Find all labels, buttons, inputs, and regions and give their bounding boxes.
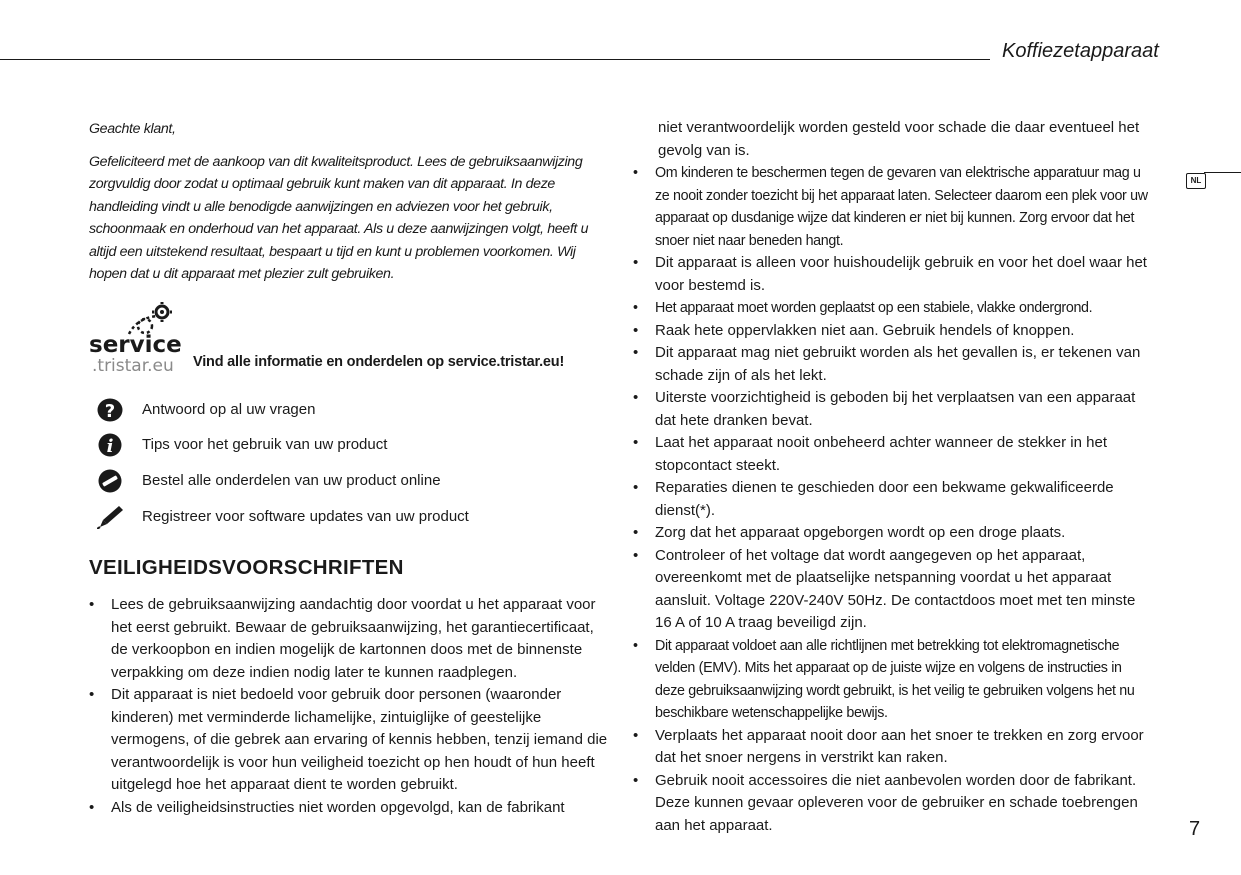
no-entry-icon bbox=[97, 469, 123, 493]
page-header-title: Koffiezetapparaat bbox=[1002, 40, 1159, 62]
svg-text:i: i bbox=[106, 436, 114, 458]
svg-text:?: ? bbox=[104, 400, 116, 422]
feature-item bbox=[89, 398, 609, 434]
safety-item: • Om kinderen te beschermen tegen de gevaren van elektrische apparatuur mag u ze nooit zonder toezicht bij het apparaat laten. Selecteer daarom een plek voor uw apparaat op dusdanige wijze dat kinderen er niet bij kunnen. Zorg ervoor dat het snoer niet naar beneden hangt. bbox=[633, 162, 1153, 252]
language-tab-line bbox=[1204, 172, 1241, 173]
safety-item: • Dit apparaat mag niet gebruikt worden als het gevallen is, er tekenen van schade zijn of als het lekt. bbox=[633, 342, 1153, 387]
language-tab bbox=[1186, 172, 1241, 190]
safety-item: • Reparaties dienen te geschieden door een bekwame gekwalificeerde dienst(*). bbox=[633, 477, 1153, 522]
feature-item bbox=[89, 469, 609, 505]
gear-icon bbox=[152, 302, 172, 322]
safety-item: • Verplaats het apparaat nooit door aan het snoer te trekken en zorg ervoor dat het snoer nergens in verstrikt kan raken. bbox=[633, 725, 1153, 770]
safety-list-right bbox=[633, 117, 1153, 837]
feature-item bbox=[89, 505, 609, 541]
right-column bbox=[633, 117, 1153, 837]
feature-text: Tips voor het gebruik van uw product bbox=[142, 436, 388, 454]
service-feature-list bbox=[89, 398, 609, 541]
safety-item: • Gebruik nooit accessoires die niet aanbevolen worden door de fabrikant. Deze kunnen gevaar opleveren voor de gebruiker en schade toebrengen aan het apparaat. bbox=[633, 770, 1153, 838]
service-tristar-logo bbox=[89, 300, 189, 380]
feature-text: Registreer voor software updates van uw product bbox=[142, 507, 469, 525]
feature-text: Bestel alle onderdelen van uw product online bbox=[142, 471, 441, 489]
safety-item: • Dit apparaat is niet bedoeld voor gebruik door personen (waaronder kinderen) met verminderde lichamelijke, zintuiglijke of geestelijke vermogens, of die gebrek aan ervaring of kennis hebben, tenzij iemand die verantwoordelijk is voor hun veiligheid toezicht op hen houdt of hun heeft uitgelegd hoe het apparaat dient te worden gebruikt. bbox=[89, 684, 609, 797]
small-gear-icon bbox=[138, 319, 152, 333]
safety-item: • Laat het apparaat nooit onbeheerd achter wanneer de stekker in het stopcontact steekt. bbox=[633, 432, 1153, 477]
safety-item: • Dit apparaat is alleen voor huishoudelijk gebruik en voor het doel waar het voor bestemd is. bbox=[633, 252, 1153, 297]
safety-item: • Zorg dat het apparaat opgeborgen wordt op een droge plaats. bbox=[633, 522, 1153, 545]
service-website-text: Vind alle informatie en onderdelen op service.tristar.eu! bbox=[193, 353, 565, 370]
greeting: Geachte klant, bbox=[89, 121, 176, 137]
info-icon bbox=[97, 433, 123, 457]
pen-icon bbox=[97, 505, 123, 529]
svg-text:.tristar.eu: .tristar.eu bbox=[92, 355, 174, 376]
question-icon bbox=[97, 398, 123, 422]
safety-item-continuation: niet verantwoordelijk worden gesteld voor schade die daar eventueel het gevolg van is. bbox=[658, 119, 1140, 159]
safety-item: • Raak hete oppervlakken niet aan. Gebruik hendels of knoppen. bbox=[633, 320, 1153, 343]
feature-text: Antwoord op al uw vragen bbox=[142, 400, 316, 418]
left-column bbox=[89, 117, 609, 819]
safety-item: • Uiterste voorzichtigheid is geboden bij het verplaatsen van een apparaat dat hete dranken bevat. bbox=[633, 387, 1153, 432]
safety-item: • Controleer of het voltage dat wordt aangegeven op het apparaat, overeenkomt met de plaatselijke netspanning voordat u het apparaat aansluit. Voltage 220V-240V 50Hz. De contactdoos moet met ten minste 16 A of 10 A traag beveiligd zijn. bbox=[633, 545, 1153, 635]
svg-text:service: service bbox=[89, 331, 182, 358]
section-title: VEILIGHEIDSVOORSCHRIFTEN bbox=[89, 556, 404, 580]
safety-item: • Het apparaat moet worden geplaatst op een stabiele, vlakke ondergrond. bbox=[633, 297, 1153, 320]
header-rule bbox=[0, 59, 990, 60]
intro-paragraph: Gefeliciteerd met de aankoop van dit kwaliteitsproduct. Lees de gebruiksaanwijzing zorgvuldig door zodat u optimaal gebruik kunt maken van dit apparaat. In deze handleiding vindt u alle benodigde aanwijzingen en adviezen voor het gebruik, schoonmaak en onderhoud van het apparaat. Als u deze aanwijzingen volgt, heeft u altijd een uitstekend resultaat, bespaart u tijd en kunt u problemen voorkomen. Wij hopen dat u dit apparaat met plezier zult gebruiken. bbox=[89, 153, 589, 282]
safety-list-left bbox=[89, 594, 609, 819]
language-badge: NL bbox=[1186, 173, 1206, 189]
safety-item: • Dit apparaat voldoet aan alle richtlijnen met betrekking tot elektromagnetische velden (EMV). Mits het apparaat op de juiste wijze en volgens de instructies in deze gebruiksaanwijzing wordt gebruikt, is het veilig te gebruiken volgens het nu beschikbare wetenschappelijke bewijs. bbox=[633, 635, 1153, 725]
safety-item: • Lees de gebruiksaanwijzing aandachtig door voordat u het apparaat voor het eerst gebruikt. Bewaar de gebruiksaanwijzing, het garantiecertificaat, de verkoopbon en indien mogelijk de kartonnen doos met de binnenste verpakking om deze indien nodig later te kunnen raadplegen. bbox=[89, 594, 609, 684]
safety-item: • Als de veiligheidsinstructies niet worden opgevolgd, kan de fabrikant bbox=[89, 797, 609, 820]
service-block bbox=[89, 300, 609, 390]
feature-item bbox=[89, 433, 609, 469]
page-number: 7 bbox=[1189, 818, 1201, 840]
